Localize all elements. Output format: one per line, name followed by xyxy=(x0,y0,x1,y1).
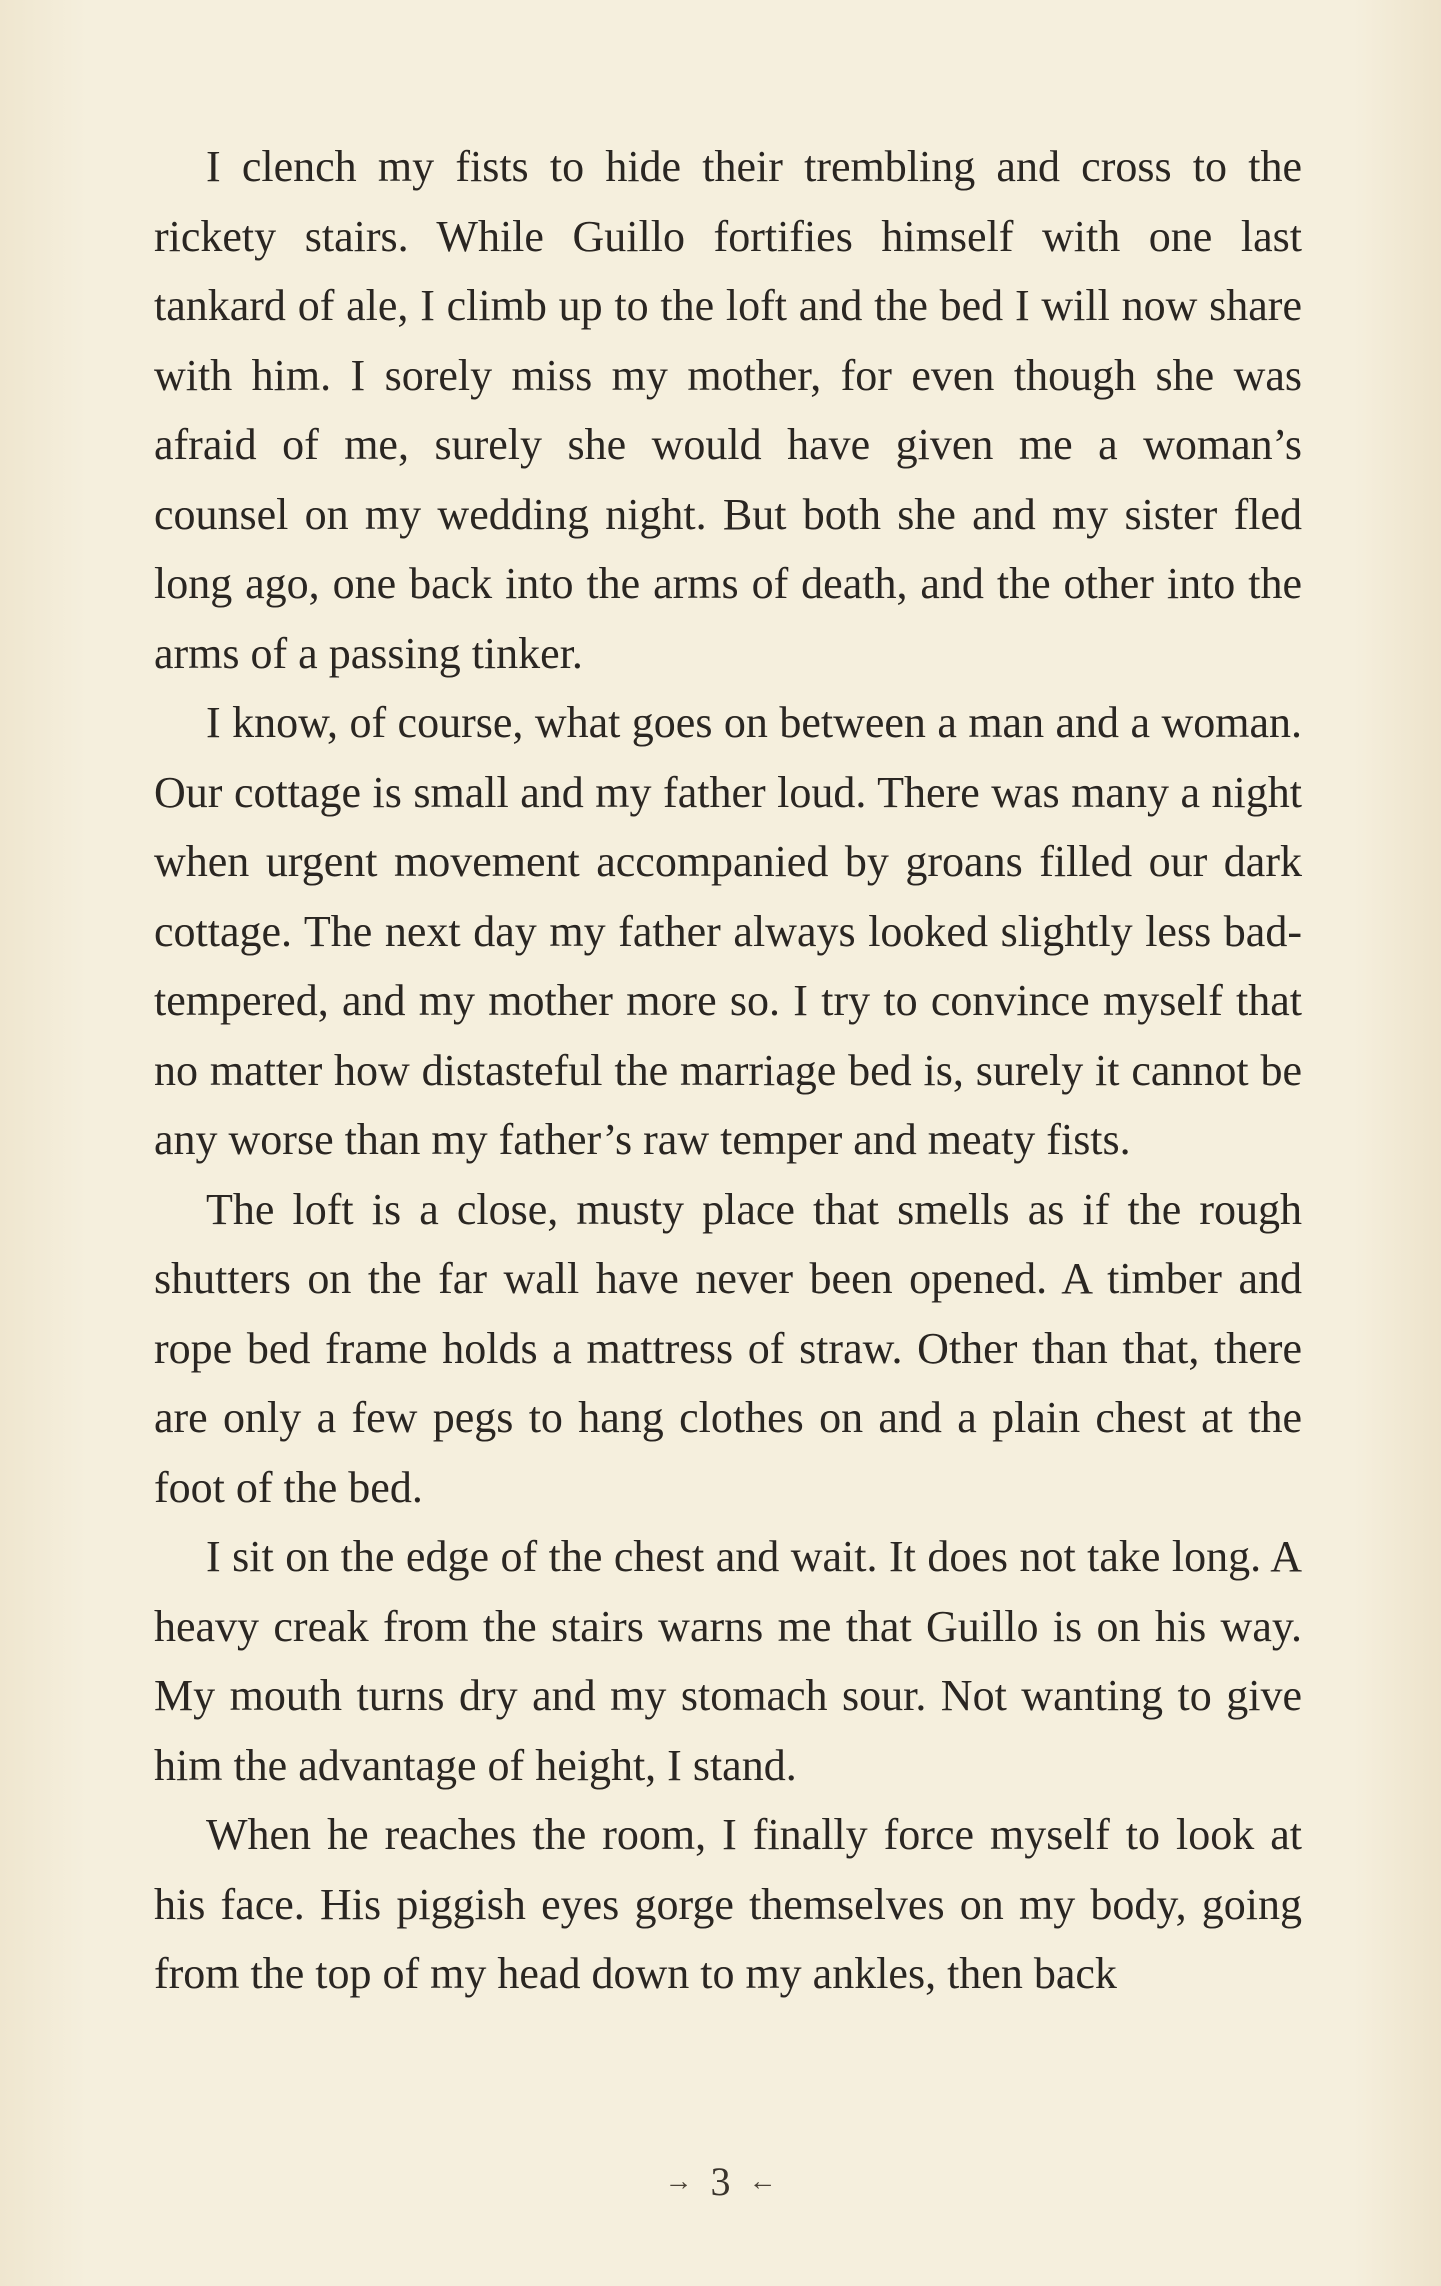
left-ornament-icon: → xyxy=(664,2165,693,2197)
paragraph-5: When he reaches the room, I finally force myself to look at his face. His piggish eyes gorge themselves on my body, going from the top of my head down to my ankles, then back xyxy=(154,1810,1302,1998)
page-number: 3 xyxy=(710,2159,731,2204)
paragraph-1: I clench my fists to hide their trembling and cross to the rickety stairs. While Guillo fortifies himself with one last tankard of ale, I climb up to the loft and the bed I will now share with him. I sorely miss my mother, for even though she was afraid of me, surely she would have given me a woman’s counsel on my wedding night. But both she and my sister fled long ago, one back into the arms of death, and the other into the arms of a passing tinker. xyxy=(154,142,1302,678)
right-ornament-icon: ← xyxy=(748,2165,777,2197)
body-text xyxy=(154,132,1302,2009)
paragraph-4: I sit on the edge of the chest and wait. It does not take long. A heavy creak from the stairs warns me that Guillo is on his way. My mouth turns dry and my stomach sour. Not wanting to give him the advantage of height, I stand. xyxy=(154,1532,1302,1790)
paragraph-2: I know, of course, what goes on between a man and a woman. Our cottage is small and my father loud. There was many a night when urgent movement accompanied by groans filled our dark cottage. The next day my father always looked slightly less bad-tempered, and my mother more so. I try to convince myself that no matter how distasteful the marriage bed is, surely it cannot be any worse than my father’s raw temper and meaty fists. xyxy=(154,698,1302,1164)
paragraph-3: The loft is a close, musty place that smells as if the rough shutters on the far wall have never been opened. A timber and rope bed frame holds a mattress of straw. Other than that, there are only a few pegs to hang clothes on and a plain chest at the foot of the bed. xyxy=(154,1184,1302,1512)
page-folio xyxy=(0,2158,1441,2205)
